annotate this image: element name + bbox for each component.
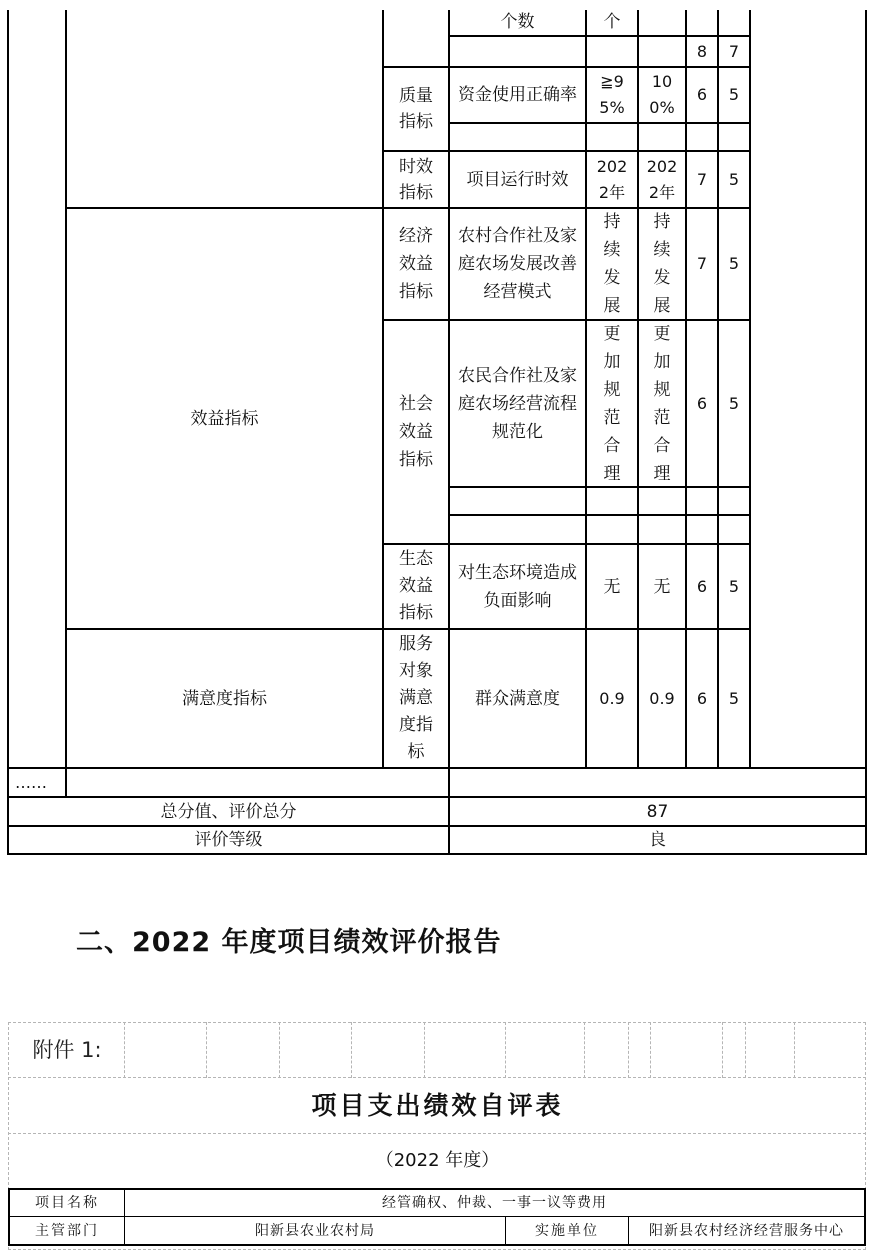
ecological-metric: 对生态环境造成负面影响: [458, 562, 577, 611]
quality-target: ≧95%: [599, 72, 625, 117]
economic-actual: 持续发展: [653, 212, 671, 316]
unit-count: 个: [603, 11, 621, 32]
social-label: 社会效益指标: [399, 394, 433, 470]
project-name-value: 经管确权、仲裁、一事一议等费用: [382, 1195, 607, 1211]
impl-value: 阳新县农村经济经营服务中心: [649, 1222, 844, 1239]
project-name-label: 项目名称: [35, 1195, 99, 1211]
satisfaction-sub-label: 服务对象满意度指标: [399, 634, 433, 762]
satisfaction-target: 0.9: [599, 688, 625, 708]
satisfaction-metric: 群众满意度: [475, 688, 560, 709]
section-heading: 二、2022 年度项目绩效评价报告: [76, 927, 502, 958]
form-title: 项目支出绩效自评表: [311, 1090, 564, 1120]
social-target: 更加规范合理: [603, 323, 621, 484]
economic-metric: 农村合作社及家庭农场发展改善经营模式: [458, 226, 577, 302]
ecological-label: 生态效益指标: [399, 549, 433, 623]
economic-score-2: 5: [728, 254, 740, 273]
quality-label: 质量指标: [399, 86, 433, 132]
satisfaction-score-1: 6: [696, 688, 708, 708]
social-score-1: 6: [696, 393, 708, 413]
metric-count: 个数: [500, 11, 535, 32]
timeliness-score-2: 5: [728, 169, 740, 189]
economic-target: 持续发展: [603, 212, 621, 316]
ecological-score-2: 5: [728, 576, 740, 596]
timeliness-metric: 项目运行时效: [466, 169, 569, 190]
economic-label: 经济效益指标: [399, 226, 433, 302]
form-year: （2022 年度）: [375, 1150, 500, 1171]
timeliness-actual: 2022年: [646, 156, 678, 202]
satisfaction-actual: 0.9: [649, 688, 675, 708]
satisfaction-score-2: 5: [728, 688, 740, 708]
timeliness-target: 2022年: [596, 156, 628, 202]
ecological-actual: 无: [653, 576, 671, 597]
satisfaction-indicator-label: 满意度指标: [182, 688, 267, 709]
ellipsis-cell: ……: [15, 772, 47, 792]
attachment-label: 附件 1:: [32, 1038, 102, 1062]
quality-score-1: 6: [696, 85, 708, 104]
dept-label: 主管部门: [35, 1222, 99, 1239]
benefit-indicator-label: 效益指标: [190, 408, 259, 429]
timeliness-score-1: 7: [696, 169, 708, 189]
social-actual: 更加规范合理: [653, 323, 671, 484]
social-metric: 农民合作社及家庭农场经营流程规范化: [458, 365, 577, 442]
dept-value: 阳新县农业农村局: [255, 1222, 375, 1239]
timeliness-label: 时效指标: [399, 156, 433, 203]
grade-value: 良: [649, 830, 666, 850]
score-2: 7: [728, 41, 740, 61]
social-score-2: 5: [728, 393, 740, 413]
quality-actual: 100%: [649, 72, 675, 117]
score-1: 8: [696, 41, 708, 61]
grade-label: 评价等级: [194, 830, 263, 850]
impl-label: 实施单位: [535, 1222, 599, 1239]
quality-metric: 资金使用正确率: [458, 85, 577, 105]
total-score-value: 87: [646, 801, 669, 822]
economic-score-1: 7: [696, 254, 708, 273]
ecological-target: 无: [603, 576, 621, 597]
total-score-label: 总分值、评价总分: [160, 801, 297, 822]
ecological-score-1: 6: [696, 576, 708, 596]
quality-score-2: 5: [728, 85, 740, 104]
